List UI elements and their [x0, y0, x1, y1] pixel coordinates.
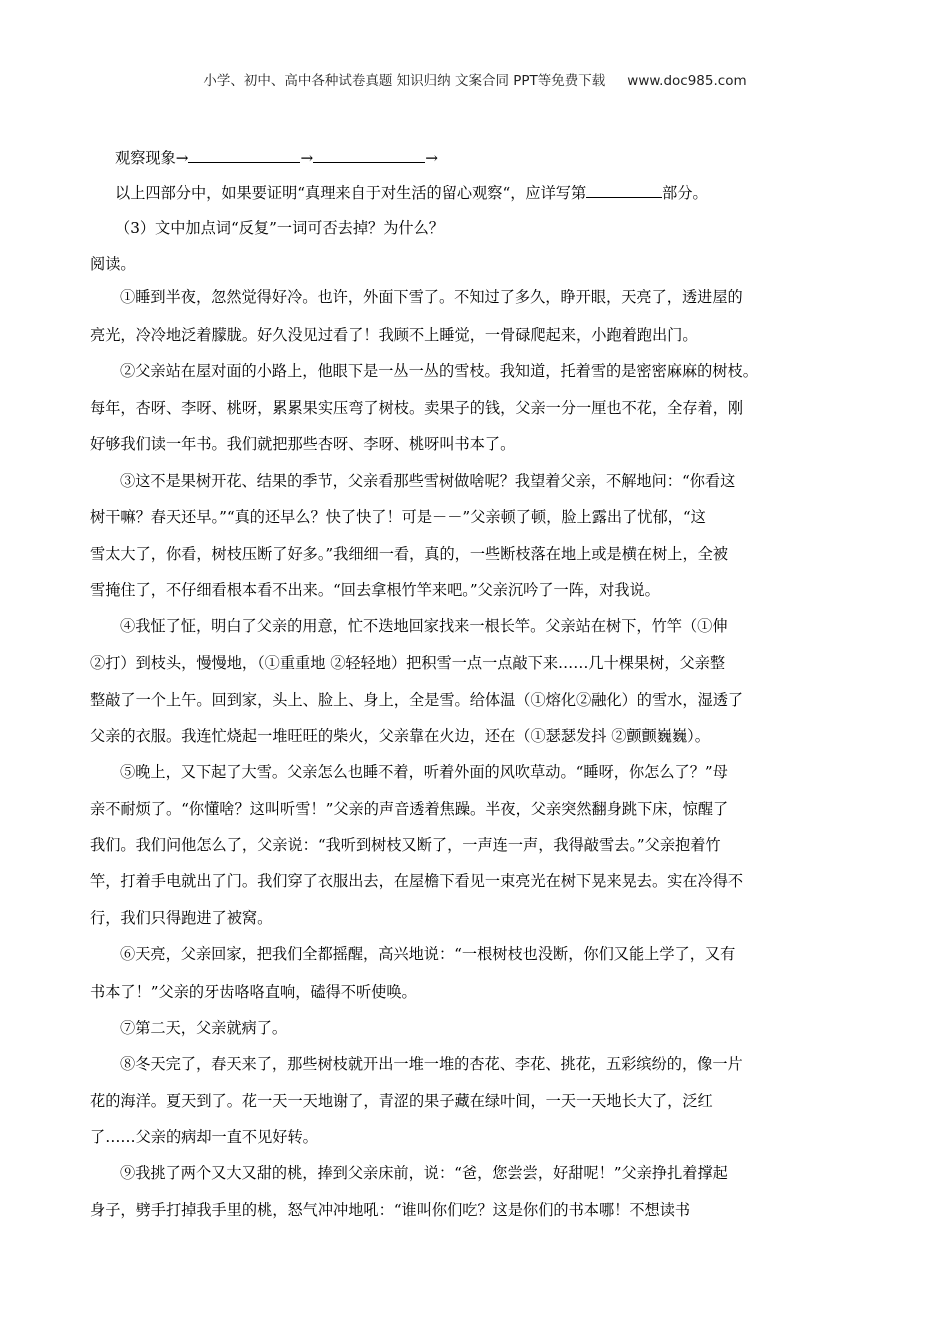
passage-line: 父亲的衣服。我连忙烧起一堆旺旺的柴火，父亲靠在火边，还在（①瑟瑟发抖 ②颤颤巍巍）。: [90, 727, 710, 745]
arrow-2: →: [300, 149, 314, 167]
passage-line: 整敲了一个上午。回到家，头上、脸上、身上，全是雪。给体温（①熔化②融化）的雪水，湿透了: [90, 691, 744, 709]
passage-line: 行，我们只得跑进了被窝。: [90, 909, 273, 927]
passage-line: 我们。我们问他怎么了，父亲说：“我听到树枝又断了，一声连一声，我得敲雪去。”父亲抱着竹: [90, 836, 721, 854]
passage-line: 每年，杏呀、李呀、桃呀，累累果实压弯了树枝。卖果子的钱，父亲一分一厘也不花，全存着，刚: [90, 399, 744, 417]
header-text: 小学、初中、高中各种试卷真题 知识归纳 文案合同 PPT等免费下载: [203, 73, 606, 89]
prove-suffix: 部分。: [662, 184, 708, 202]
passage-line: 亮光，冷冷地泛着朦胧。好久没见过看了！我顾不上睡觉，一骨碌爬起来，小跑着跑出门。: [90, 326, 698, 344]
reading-title: 阅读。: [90, 255, 136, 273]
steps-label: 观察现象: [115, 149, 176, 167]
passage-line: ⑥天亮，父亲回家，把我们全都摇醒，高兴地说：“一根树枝也没断，你们又能上学了，又有: [120, 945, 736, 963]
question-prove-line: [115, 183, 708, 203]
passage-line: 书本了！”父亲的牙齿咯咯直响，磕得不听使唤。: [90, 983, 417, 1001]
question-3: （3）文中加点词“反复”一词可否去掉？为什么？: [115, 219, 444, 237]
arrow-1: →: [175, 149, 189, 167]
arrow-3: →: [425, 149, 438, 167]
passage-line: ⑤晚上，又下起了大雪。父亲怎么也睡不着，听着外面的风吹草动。“睡呀，你怎么了？”母: [120, 763, 728, 781]
passage-line: ⑨我挑了两个又大又甜的桃，捧到父亲床前，说：“爸，您尝尝，好甜呢！”父亲挣扎着撑起: [120, 1164, 728, 1182]
passage-line: ②打）到枝头，慢慢地，（①重重地 ②轻轻地）把积雪一点一点敲下来……几十棵果树，父亲整: [90, 654, 726, 672]
blank-step-3[interactable]: [313, 148, 425, 163]
page-header: [0, 69, 950, 89]
prove-prefix: 以上四部分中，如果要证明“真理来自于对生活的留心观察“，应详写第: [115, 184, 587, 202]
passage-line: 竿，打着手电就出了门。我们穿了衣服出去，在屋檐下看见一束亮光在树下晃来晃去。实在冷得不: [90, 872, 744, 890]
passage-line: ⑧冬天完了，春天来了，那些树枝就开出一堆一堆的杏花、李花、挑花，五彩缤纷的，像一片: [120, 1055, 743, 1073]
passage-line: 花的海洋。夏天到了。花一天一天地谢了，青涩的果子藏在绿叶间，一天一天地长大了，泛红: [90, 1092, 713, 1110]
blank-step-2[interactable]: [188, 148, 300, 163]
header-url[interactable]: www.doc985.com: [627, 73, 747, 89]
passage-line: 树干嘛？春天还早。”“真的还早么？快了快了！可是－－”父亲顿了顿，脸上露出了忧郁，“这: [90, 508, 706, 526]
passage-line: 雪掩住了，不仔细看根本看不出来。“回去拿根竹竿来吧。”父亲沉吟了一阵，对我说。: [90, 581, 660, 599]
passage-line: ④我怔了怔，明白了父亲的用意，忙不迭地回家找来一根长竿。父亲站在树下，竹竿（①伸: [120, 617, 728, 635]
passage-line: 亲不耐烦了。“你懂啥？这叫听雪！”父亲的声音透着焦躁。半夜，父亲突然翻身跳下床，惊醒了: [90, 800, 729, 818]
passage-line: ⑦第二天，父亲就病了。: [120, 1019, 288, 1037]
blank-part-number[interactable]: [586, 183, 662, 198]
passage-line: 了……父亲的病却一直不见好转。: [90, 1128, 318, 1146]
passage-line: 雪太大了，你看，树枝压断了好多。”我细细一看，真的，一些断枝落在地上或是横在树上，全被: [90, 545, 729, 563]
passage-line: 身子，劈手打掉我手里的桃，怒气冲冲地吼：“谁叫你们吃？这是你们的书本哪！不想读书: [90, 1201, 691, 1219]
passage-line: ①睡到半夜，忽然觉得好冷。也许，外面下雪了。不知过了多久，睁开眼，天亮了，透进屋的: [120, 288, 743, 306]
passage-line: ②父亲站在屋对面的小路上，他眼下是一丛一丛的雪枝。我知道，托着雪的是密密麻麻的树枝。: [120, 362, 758, 380]
question-steps-line: [115, 148, 438, 168]
passage-line: ③这不是果树开花、结果的季节，父亲看那些雪树做啥呢？我望着父亲，不解地问：“你看这: [120, 472, 736, 490]
passage-line: 好够我们读一年书。我们就把那些杏呀、李呀、桃呀叫书本了。: [90, 435, 516, 453]
